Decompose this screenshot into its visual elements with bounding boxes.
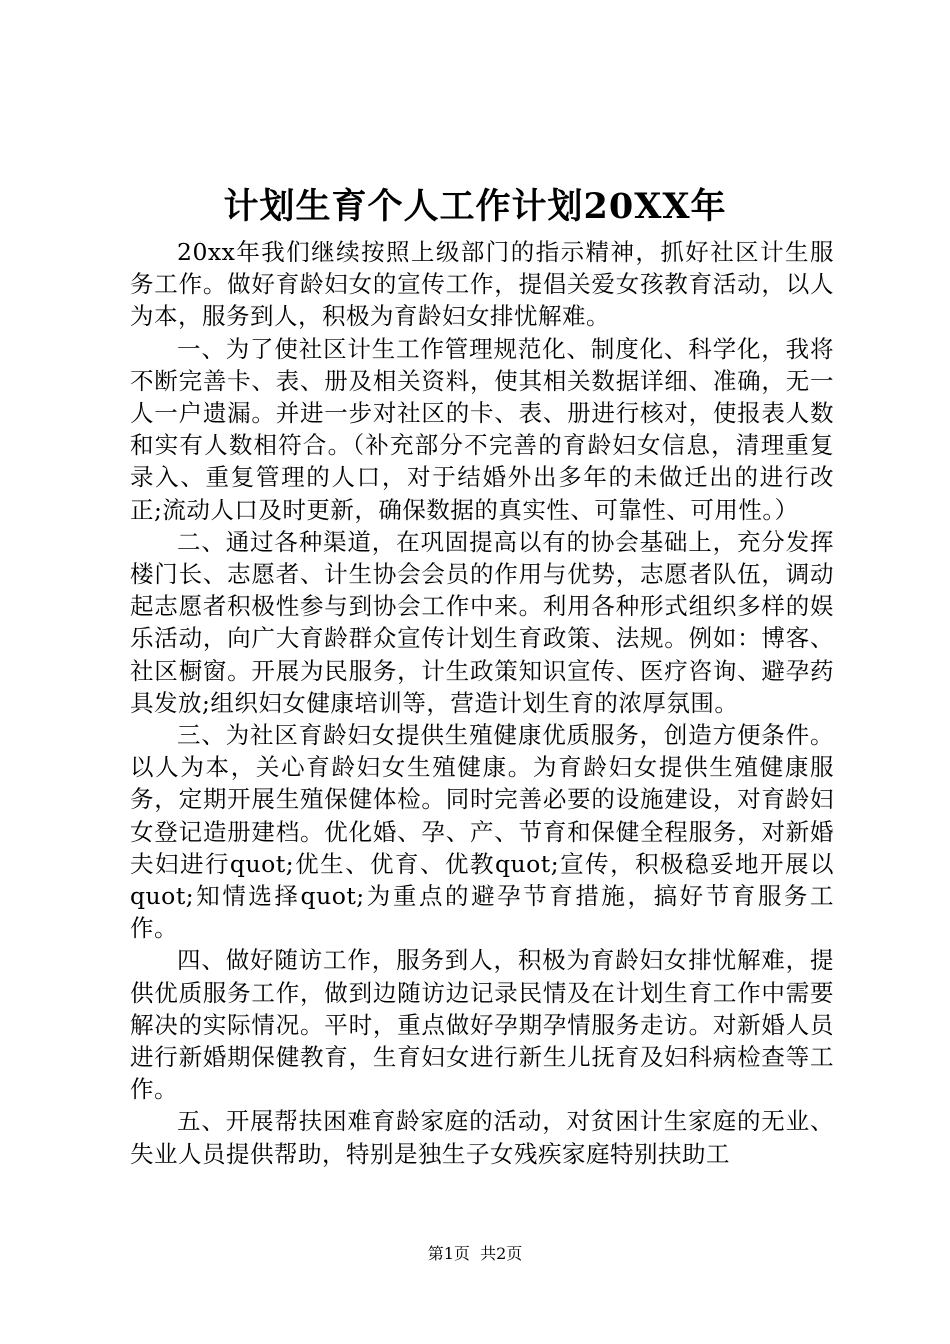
paragraph-intro: 20xx年我们继续按照上级部门的指示精神，抓好社区计生服务工作。做好育龄妇女的宣传工作，提倡关爱女孩教育活动，以人为本，服务到人，积极为育龄妇女排忧解难。 [130, 238, 834, 331]
paragraph-section-4: 四、做好随访工作，服务到人，积极为育龄妇女排忧解难，提供优质服务工作，做到边随访边记录民情及在计划生育工作中需要解决的实际情况。平时，重点做好孕期孕情服务走访。对新婚人员进行新婚期保健教育，生育妇女进行新生儿抚育及妇科病检查等工作。 [130, 946, 834, 1104]
paragraph-section-2: 二、通过各种渠道，在巩固提高以有的协会基础上，充分发挥楼门长、志愿者、计生协会会员的作用与优势，志愿者队伍，调动起志愿者积极性参与到协会工作中来。利用各种形式组织多样的娱乐活动，向广大育龄群众宣传计划生育政策、法规。例如：博客、社区橱窗。开展为民服务，计生政策知识宣传、医疗咨询、避孕药具发放;组织妇女健康培训等，营造计划生育的浓厚氛围。 [130, 527, 834, 717]
page-footer: 第1页 共2页 [427, 1244, 523, 1263]
document-title: 计划生育个人工作计划20XX年 [223, 186, 727, 227]
document-body [130, 236, 834, 1170]
paragraph-section-3: 三、为社区育龄妇女提供生殖健康优质服务，创造方便条件。以人为本，关心育龄妇女生殖健康。为育龄妇女提供生殖健康服务，定期开展生殖保健体检。同时完善必要的设施建设，对育龄妇女登记造册建档。优化婚、孕、产、节育和保健全程服务，对新婚夫妇进行quot;优生、优育、优教quot;宣传，积极稳妥地开展以quot;知情选择quot;为重点的避孕节育措施，搞好节育服务工作。 [130, 721, 834, 943]
paragraph-section-5: 五、开展帮扶困难育龄家庭的活动，对贫困计生家庭的无业、失业人员提供帮助，特别是独生子女残疾家庭特别扶助工 [130, 1107, 834, 1168]
paragraph-section-1: 一、为了使社区计生工作管理规范化、制度化、科学化，我将不断完善卡、表、册及相关资料，使其相关数据详细、准确，无一人一户遗漏。并进一步对社区的卡、表、册进行核对，使报表人数和实有人数相符合。（补充部分不完善的育龄妇女信息，清理重复录入、重复管理的人口，对于结婚外出多年的未做迁出的进行改正;流动人口及时更新，确保数据的真实性、可靠性、可用性。） [130, 334, 834, 524]
